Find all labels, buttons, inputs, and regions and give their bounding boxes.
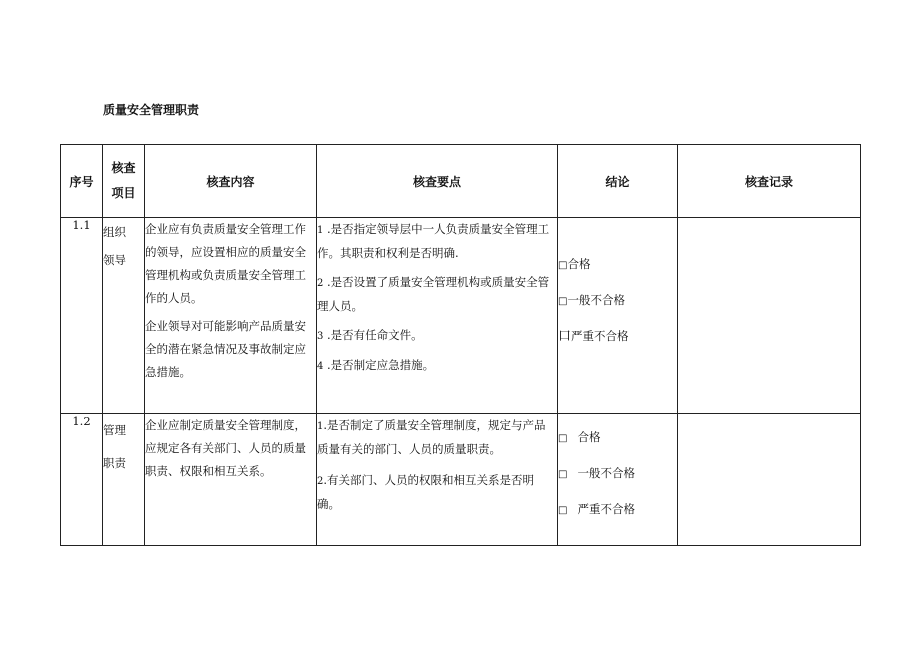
header-item-line1: 核查 xyxy=(111,161,136,175)
conclusion-option-major-fail[interactable] xyxy=(558,492,677,528)
content-paragraph: 企业应有负责质量安全管理工作的领导，应设置相应的质量安全管理机构或负责质量安全管理工作的人员。 xyxy=(145,222,306,305)
check-point-number: 2 xyxy=(317,278,324,289)
inspection-table xyxy=(60,144,861,546)
conclusion-option-pass[interactable] xyxy=(558,247,677,283)
check-point xyxy=(317,354,557,378)
check-point xyxy=(317,469,557,516)
row-item xyxy=(103,414,145,546)
row-seq: 1.1 xyxy=(61,218,103,414)
checkbox-icon[interactable]: □ xyxy=(558,260,568,271)
check-point xyxy=(317,414,557,461)
check-point-number: 1 xyxy=(317,225,324,236)
conclusion-option-major-fail[interactable] xyxy=(558,319,677,354)
checkbox-icon[interactable]: □ xyxy=(558,433,568,444)
row-item-line1: 管理 xyxy=(103,423,126,437)
row-item-line2: 职责 xyxy=(103,456,126,470)
document-title: 质量安全管理职责 xyxy=(103,103,200,117)
row-points xyxy=(317,218,558,414)
conclusion-option-pass[interactable] xyxy=(558,420,677,456)
check-point xyxy=(317,218,557,265)
conclusion-label: 严重不合格 xyxy=(577,502,635,516)
header-record: 核查记录 xyxy=(678,145,861,218)
conclusion-label: 合格 xyxy=(567,257,591,271)
check-point-text: .是否制定了质量安全管理制度，规定与产品质量有关的部门、人员的质量职责。 xyxy=(317,418,546,456)
row-seq: 1.2 xyxy=(61,414,103,546)
header-content: 核查内容 xyxy=(145,145,317,218)
check-point xyxy=(317,271,557,318)
checkbox-icon[interactable]: □ xyxy=(558,505,568,516)
content-paragraph: 企业领导对可能影响产品质量安全的潜在紧急情况及事故制定应急措施。 xyxy=(145,319,306,379)
conclusion-label: 严重不合格 xyxy=(571,329,629,343)
header-seq: 序号 xyxy=(61,145,103,218)
row-content xyxy=(145,414,317,546)
conclusion-option-minor-fail[interactable] xyxy=(558,283,677,319)
header-item xyxy=(103,145,145,218)
table-header-row xyxy=(61,145,861,218)
conclusion-option-minor-fail[interactable] xyxy=(558,456,677,492)
row-item-line1: 组织 xyxy=(103,225,126,239)
row-record[interactable] xyxy=(678,218,861,414)
checkbox-icon[interactable]: □ xyxy=(558,296,568,307)
content-paragraph: 企业应制定质量安全管理制度，应规定各有关部门、人员的质量职责、权限和相互关系。 xyxy=(145,418,306,478)
checkbox-icon[interactable]: □ xyxy=(558,469,568,480)
check-point-text: .是否有任命文件。 xyxy=(323,328,423,342)
row-item xyxy=(103,218,145,414)
check-point-text: .是否指定领导层中一人负责质量安全管理工作。其职责和权利是否明确. xyxy=(317,222,550,260)
check-point-number: 2 xyxy=(317,476,324,487)
check-point xyxy=(317,324,557,348)
table-row xyxy=(61,218,861,414)
checkbox-icon[interactable]: 口 xyxy=(558,329,572,344)
table-row xyxy=(61,414,861,546)
row-record[interactable] xyxy=(678,414,861,546)
header-conclusion: 结论 xyxy=(558,145,678,218)
check-point-number: 4 xyxy=(317,361,324,372)
row-points xyxy=(317,414,558,546)
check-point-text: .是否制定应急措施。 xyxy=(323,358,435,372)
header-points: 核查要点 xyxy=(317,145,558,218)
check-point-number: 3 xyxy=(317,331,324,342)
conclusion-label: 一般不合格 xyxy=(577,466,635,480)
row-content xyxy=(145,218,317,414)
header-item-line2: 项目 xyxy=(111,186,136,200)
row-conclusion xyxy=(558,218,678,414)
conclusion-label: 合格 xyxy=(577,430,601,444)
row-conclusion xyxy=(558,414,678,546)
conclusion-label: 一般不合格 xyxy=(567,293,625,307)
check-point-text: .有关部门、人员的权限和相互关系是否明确。 xyxy=(317,473,535,511)
check-point-text: .是否设置了质量安全管理机构或质量安全管理人员。 xyxy=(317,275,550,313)
check-point-number: 1 xyxy=(317,421,324,432)
row-item-line2: 领导 xyxy=(103,253,126,267)
